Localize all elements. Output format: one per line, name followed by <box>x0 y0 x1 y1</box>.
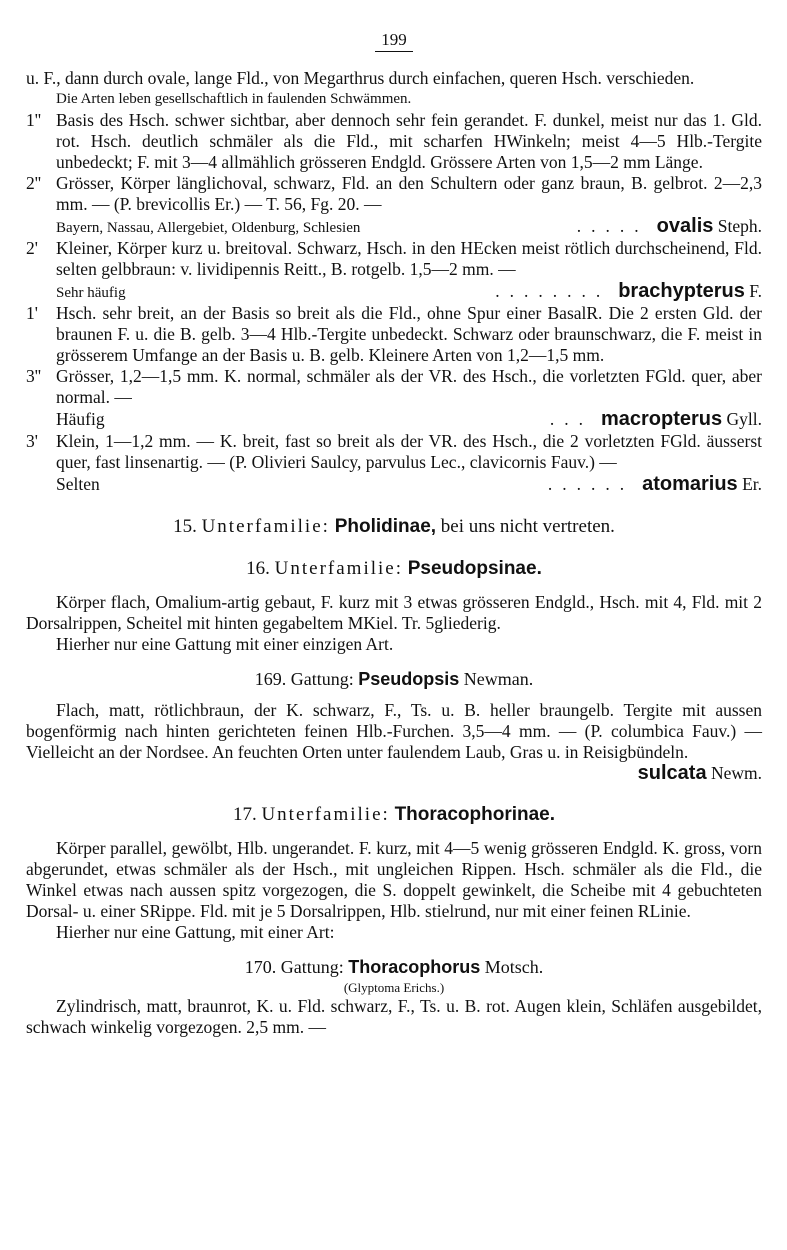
section-15-heading: 15. Unterfamilie: Pholidinae, bei uns nicht vertreten. <box>173 516 615 537</box>
section-16-heading: 16. Unterfamilie: Pseudopsinae. <box>246 558 542 579</box>
key-entry-6: 3' Klein, 1—1,2 mm. — K. breit, fast so breit als der VR. des Hsch., die 2 vorletzten FGld. äusserst quer, fast linsenartig. — (P. Olivieri Saulcy, parvulus Lec., clavicornis Fauv.) — Selten ...... atomarius Er. <box>26 431 762 495</box>
species-author: Er. <box>742 474 762 494</box>
key-tail: Bayern, Nassau, Allergebiet, Oldenburg, Schlesien <box>56 220 361 236</box>
genus-170-heading: 170. Gattung: Thoracophorus Motsch. <box>244 957 544 977</box>
key-tail: Häufig <box>56 409 105 429</box>
key-entry-4 <box>26 303 762 366</box>
intro-text: u. F., dann durch ovale, lange Fld., von Megarthrus durch einfachen, queren Hsch. verschieden. <box>26 68 695 88</box>
section-16-note: Hierher nur eine Gattung mit einer einzigen Art. <box>56 634 394 654</box>
key-number: 3'' <box>26 366 42 386</box>
species-author: Gyll. <box>726 409 762 429</box>
section-16-description: Körper flach, Omalium-artig gebaut, F. kurz mit 3 etwas grösseren Endgld., Hsch. mit 4, Fld. mit 2 Dorsalrippen, Scheitel mit hinten gegabeltem MKiel. Tr. 5gliederig. <box>26 592 762 633</box>
key-number: 2'' <box>26 173 42 193</box>
key-entry-1 <box>26 110 762 173</box>
key-number: 1'' <box>26 110 42 130</box>
genus-169-description: Flach, matt, rötlichbraun, der K. schwarz, F., Ts. u. B. heller braungelb. Tergite mit aussen bogenförmig nach hinten gerichteten feinen Hlb.-Furchen. 3,5—4 mm. — (P. columbica Fauv.) — Vielleicht an der Nordsee. An feuchten Orten unter faulendem Laub, Gras u. in Reisigbündeln. <box>26 700 762 762</box>
intro-note: Die Arten leben gesellschaftlich in faulenden Schwämmen. <box>56 91 412 107</box>
key-text: Klein, 1—1,2 mm. — K. breit, fast so breit als der VR. des Hsch., die 2 vorletzten FGld. äusserst quer, fast linsenartig. — (P. Olivieri Saulcy, parvulus Lec., clavicornis Fauv.) — <box>56 431 762 472</box>
key-number: 1' <box>26 303 38 323</box>
key-text: Grösser, 1,2—1,5 mm. K. normal, schmäler als der VR. des Hsch., die vorletzten FGld. quer, aber normal. — <box>56 366 762 407</box>
species-author: F. <box>749 281 762 301</box>
key-entry-3: 2' Kleiner, Körper kurz u. breitoval. Schwarz, Hsch. in den HEcken meist rötlich durchscheinend, Fld. selten gelbbraun: v. lividipennis Reitt., B. rotgelb. 1,5—2 mm. — Sehr häufig ........ brachypterus F. <box>26 238 762 302</box>
genus-170-description: Zylindrisch, matt, braunrot, K. u. Fld. schwarz, F., Ts. u. B. rot. Augen klein, Schläfen ausgebildet, schwach winkelig vorgezogen. 2,5 mm. — <box>26 996 762 1037</box>
document-page <box>26 30 762 1038</box>
key-number: 3' <box>26 431 38 451</box>
key-tail: Sehr häufig <box>56 285 126 301</box>
page-number: 199 <box>26 30 762 50</box>
genus-169-heading: 169. Gattung: Pseudopsis Newman. <box>254 669 534 689</box>
key-entry-5: 3'' Grösser, 1,2—1,5 mm. K. normal, schmäler als der VR. des Hsch., die vorletzten FGld. quer, aber normal. — Häufig ... macropterus Gyll. <box>26 366 762 430</box>
section-17-note: Hierher nur eine Gattung, mit einer Art: <box>56 922 335 942</box>
genus-170-synonym: (Glyptoma Erichs.) <box>343 980 445 995</box>
section-17-heading: 17. Unterfamilie: Thoracophorinae. <box>232 804 556 825</box>
species-name: macropterus <box>600 408 723 430</box>
species-name: ovalis <box>656 215 714 237</box>
key-text: Basis des Hsch. schwer sichtbar, aber dennoch sehr fein gerandet. F. dunkel, meist nur das 1. Gld. rot. Hsch. deutlich schmäler als die Fld., mit scharfen HWinkeln; meist 4—5 Hlb.-Tergite unbedeckt; F. mit 3—4 allmählich grösseren Endgld. Grössere Arten von 1,5—2 mm Länge. <box>56 110 762 172</box>
key-entry-2: 2'' Grösser, Körper länglichoval, schwarz, Fld. an den Schultern oder ganz braun, B. gelbrot. 2—2,3 mm. — (P. brevicollis Er.) — T. 56, Fg. 20. — Bayern, Nassau, Allergebiet, Oldenburg, Schlesien ..... ovalis Steph. <box>26 173 762 237</box>
key-text: Hsch. sehr breit, an der Basis so breit als die Fld., ohne Spur einer BasalR. Die 2 ersten Gld. der braunen F. u. die B. gelb. 3—4 Hlb.-Tergite unbedeckt. Schwarz oder braunschwarz, die F. meist in grösserem Umfange an der Basis u. B. gelb. Kleinere Arten von 1,2—1,5 mm. <box>56 303 762 365</box>
genus-169-species: sulcata Newm. <box>637 762 762 784</box>
species-author: Steph. <box>717 216 762 236</box>
species-name: atomarius <box>642 473 738 495</box>
key-text: Kleiner, Körper kurz u. breitoval. Schwarz, Hsch. in den HEcken meist rötlich durchscheinend, Fld. selten gelbbraun: v. lividipennis Reitt., B. rotgelb. 1,5—2 mm. — <box>56 238 762 279</box>
key-number: 2' <box>26 238 38 258</box>
key-text: Grösser, Körper länglichoval, schwarz, Fld. an den Schultern oder ganz braun, B. gelbrot. 2—2,3 mm. — (P. brevicollis Er.) — T. 56, Fg. 20. — <box>56 173 762 214</box>
section-17-description: Körper parallel, gewölbt, Hlb. ungerandet. F. kurz, mit 4—5 wenig grösseren Endgld. K. gross, vorn abgerundet, etwas schmäler als der Hsch., mit ungleichen Rippen. Hsch. schmäler als die Fld., die Winkel etwas nach aussen spitz vorgezogen, die S. doppelt gewinkelt, die Scheibe mit 4 gebuchteten Dorsal- u. einer SRippe. Fld. mit je 5 Dorsalrippen, Hlb. stielrund, nur mit einer feinen RLinie. <box>26 838 762 921</box>
key-tail: Selten <box>56 474 100 494</box>
species-name: brachypterus <box>618 280 745 302</box>
